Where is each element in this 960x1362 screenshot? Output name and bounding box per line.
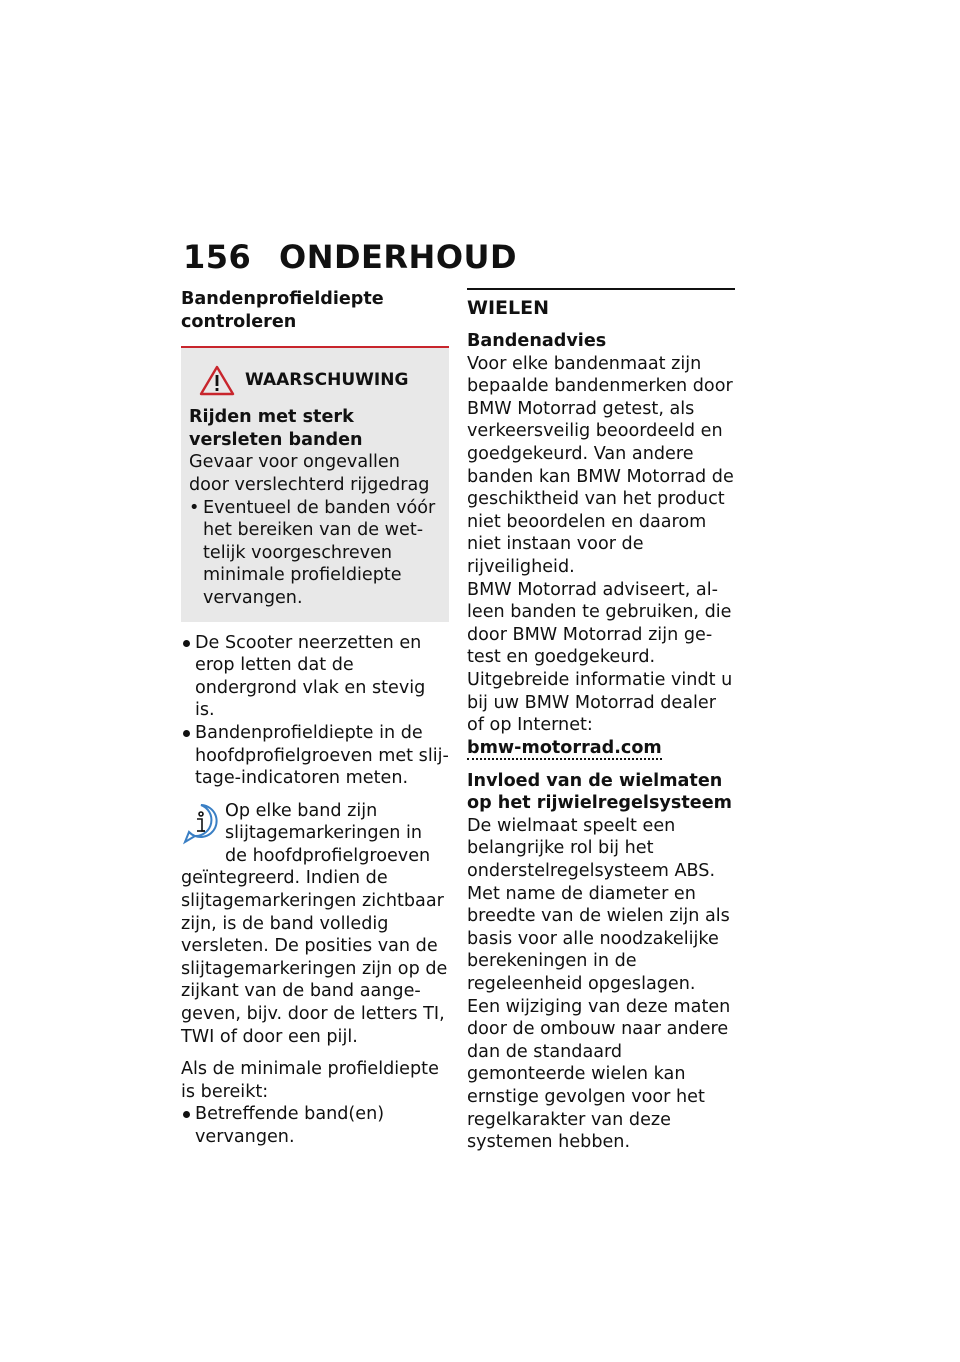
paragraph: Uitgebreide informatie vindt u bij uw BMW Motorrad dealer of op Internet: bbox=[467, 669, 733, 736]
right-column bbox=[467, 288, 735, 1154]
list-item: De Scooter neerzetten en erop letten dat de ondergrond vlak en stevig is. bbox=[181, 632, 449, 722]
subsection-heading: Bandenadvies bbox=[467, 331, 607, 351]
list-item: Bandenprofieldiepte in de hoofdprofielgroeven met slijtage-indicatoren meten. bbox=[181, 722, 449, 790]
section-title: WIELEN bbox=[467, 297, 549, 319]
chapter-title: ONDERHOUD bbox=[279, 238, 518, 276]
list-item: Betreffende band(en) vervangen. bbox=[181, 1103, 449, 1148]
paragraph: De wielmaat speelt een belangrijke rol bij het onderstelregelsysteem ABS. Met name de diameter en breedte van de wielen zijn als basis voor alle noodzakelijke berekeningen in de regeleenheid opgeslagen. bbox=[467, 815, 730, 995]
warning-triangle-icon bbox=[199, 364, 235, 396]
subsection-heading: Invloed van de wielmaten op het rijwielregelsysteem bbox=[467, 770, 732, 814]
warning-header bbox=[189, 364, 441, 396]
info-note bbox=[181, 800, 449, 1049]
warning-bullet: • Eventueel de banden vóór het bereiken van de wettelijk voorgeschreven minimale profieldiepte vervangen. bbox=[189, 497, 441, 610]
warning-title: Rijden met sterk versleten banden bbox=[189, 407, 363, 450]
paragraph: Een wijziging van deze maten door de ombouw naar andere dan de standaard gemonteerde wielen kan ernstige gevolgen voor het regelkarakter van deze systemen hebben. bbox=[467, 996, 731, 1153]
left-column bbox=[181, 288, 449, 1149]
website-link[interactable]: bmw-motorrad.com bbox=[467, 737, 662, 758]
section-divider bbox=[467, 288, 735, 290]
info-icon bbox=[181, 802, 221, 846]
page-header bbox=[183, 238, 517, 276]
spacer bbox=[467, 760, 735, 770]
warning-box bbox=[181, 348, 449, 621]
warning-text: Gevaar voor ongevallen door verslechterd rijgedrag bbox=[189, 452, 430, 495]
paragraph: BMW Motorrad adviseert, alleen banden te gebruiken, die door BMW Motorrad zijn getest en goedgekeurd. bbox=[467, 579, 732, 668]
warning-label: WAARSCHUWING bbox=[245, 369, 409, 390]
page-number: 156 bbox=[183, 238, 252, 276]
paragraph: Voor elke bandenmaat zijn bepaalde bandenmerken door BMW Motorrad getest, als verkeersveilig beoordeeld en goedgekeurd. Van andere banden kan BMW Motorrad de geschiktheid van het product niet beoordelen en daarom niet instaan voor de rijveiligheid. bbox=[467, 353, 734, 577]
info-text: Op elke band zijn slijtagemarkeringen in de hoofdprofielgroeven geïntegreerd. Indien de slijtagemarkeringen zichtbaar zijn, is de band volledig versleten. De posities van de slijtagemarkeringen zijn op de zijkant van de band aangegeven, bijv. door de letters TI, TWI of door een pijl. bbox=[181, 800, 448, 1047]
step-list bbox=[181, 632, 449, 790]
condition-text: Als de minimale profieldiepte is bereikt: bbox=[181, 1059, 439, 1102]
section-heading: Bandenprofieldiepte controleren bbox=[181, 289, 384, 332]
